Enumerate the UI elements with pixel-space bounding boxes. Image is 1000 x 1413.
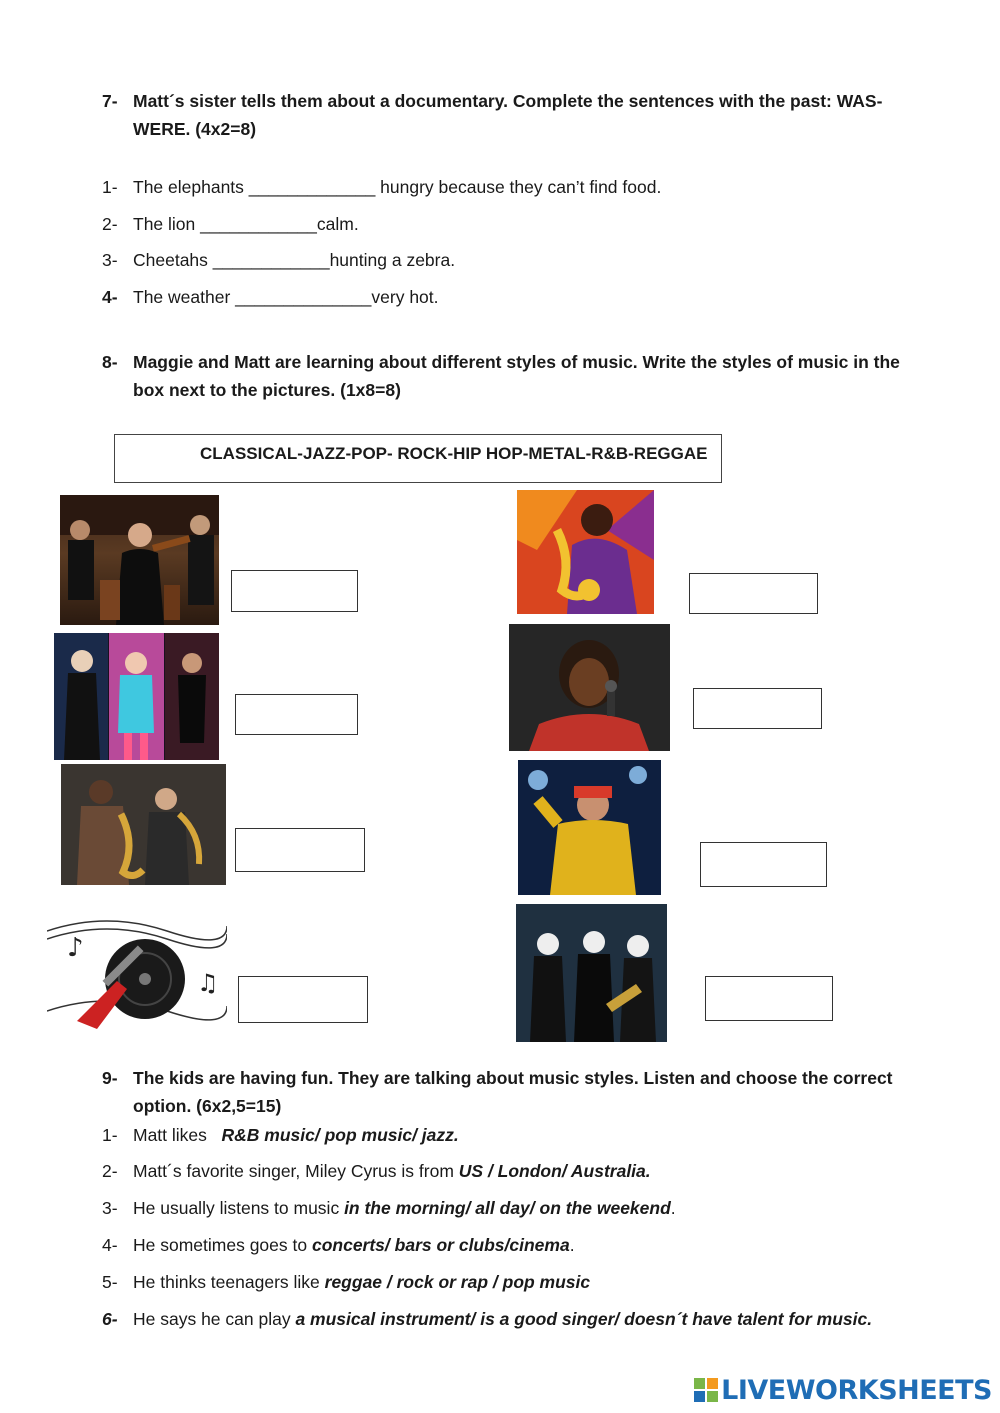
q9-item-6-text: He says he can play a musical instrument/ is a good singer/ doesn´t have talent for music. <box>133 1309 873 1329</box>
q9-item-6-number: 6- <box>102 1309 118 1329</box>
horn-players-image <box>61 764 226 885</box>
q9-item-5-number: 5- <box>102 1272 118 1292</box>
q9-item-3-options[interactable]: in the morning/ all day/ on the weekend <box>344 1198 671 1218</box>
q7-item-1-number: 1- <box>102 177 118 197</box>
q7-item-2-text: The lion ____________calm. <box>133 214 359 234</box>
q9-item-1-options[interactable]: R&B music/ pop music/ jazz. <box>221 1125 459 1145</box>
word-bank-text: CLASSICAL-JAZZ-POP- ROCK-HIP HOP-METAL-R&B-REGGAE <box>200 444 708 463</box>
reggae-singer-image <box>509 624 670 751</box>
metal-band-image <box>516 904 667 1042</box>
answer-box-1[interactable] <box>231 570 358 612</box>
svg-text:♪: ♪ <box>67 933 84 963</box>
answer-box-8[interactable] <box>705 976 833 1021</box>
q7-item-2-number: 2- <box>102 214 118 234</box>
q9-item-1-text: Matt likes R&B music/ pop music/ jazz. <box>133 1125 459 1145</box>
answer-box-7[interactable] <box>238 976 368 1023</box>
q9-item-4-text: He sometimes goes to concerts/ bars or clubs/cinema. <box>133 1235 575 1255</box>
q9-item-6-options[interactable]: a musical instrument/ is a good singer/ doesn´t have talent for music. <box>295 1309 873 1329</box>
q9-item-5-text: He thinks teenagers like reggae / rock or rap / pop music <box>133 1272 591 1292</box>
q9-instruction: The kids are having fun. They are talking about music styles. Listen and choose the correct option. (6x2,5=15) <box>133 1068 893 1116</box>
q7-item-4-text: The weather ______________very hot. <box>133 287 439 307</box>
q9-item-4-number: 4- <box>102 1235 118 1255</box>
answer-box-5[interactable] <box>235 828 365 872</box>
answer-box-6[interactable] <box>700 842 827 887</box>
answer-box-3[interactable] <box>235 694 358 735</box>
q9-item-2-number: 2- <box>102 1161 118 1181</box>
q9-item-2-text: Matt´s favorite singer, Miley Cyrus is from US / London/ Australia. <box>133 1161 651 1181</box>
pop-singers-image <box>54 633 219 760</box>
liveworksheets-logo-icon <box>693 1377 719 1403</box>
word-bank-box <box>114 434 722 483</box>
q9-item-1-number: 1- <box>102 1125 118 1145</box>
liveworksheets-logo[interactable] <box>693 1375 992 1405</box>
q7-instruction: Matt´s sister tells them about a documentary. Complete the sentences with the past: WAS- WERE. (4x2=8) <box>133 91 883 139</box>
answer-box-4[interactable] <box>693 688 822 729</box>
q9-item-3-number: 3- <box>102 1198 118 1218</box>
q9-item-3-text: He usually listens to music in the morning/ all day/ on the weekend. <box>133 1198 676 1218</box>
q9-item-5-options[interactable]: reggae / rock or rap / pop music <box>324 1272 591 1292</box>
svg-text:♫: ♫ <box>197 969 219 997</box>
q8-number: 8- <box>102 352 118 372</box>
q9-item-4-options[interactable]: concerts/ bars or clubs/cinema <box>311 1235 570 1255</box>
q7-item-3-text: Cheetahs ____________hunting a zebra. <box>133 250 456 270</box>
classical-orchestra-image <box>60 495 219 625</box>
q9-number: 9- <box>102 1068 118 1088</box>
q7-item-1-text: The elephants _____________ hungry because they can’t find food. <box>133 177 662 197</box>
q7-item-3-number: 3- <box>102 250 118 270</box>
q9-item-2-options[interactable]: US / London/ Australia. <box>458 1161 651 1181</box>
rock-guitar-record-image <box>47 911 227 1036</box>
q8-instruction: Maggie and Matt are learning about different styles of music. Write the styles of music in the box next to the pictures. (1x8=8) <box>133 352 900 400</box>
answer-box-2[interactable] <box>689 573 818 614</box>
liveworksheets-logo-text: LIVEWORKSHEETS <box>721 1374 992 1406</box>
q7-item-4-number: 4- <box>102 287 118 307</box>
q7-number: 7- <box>102 91 118 111</box>
jazz-saxophone-image <box>517 490 654 614</box>
hip-hop-performer-image <box>518 760 661 895</box>
